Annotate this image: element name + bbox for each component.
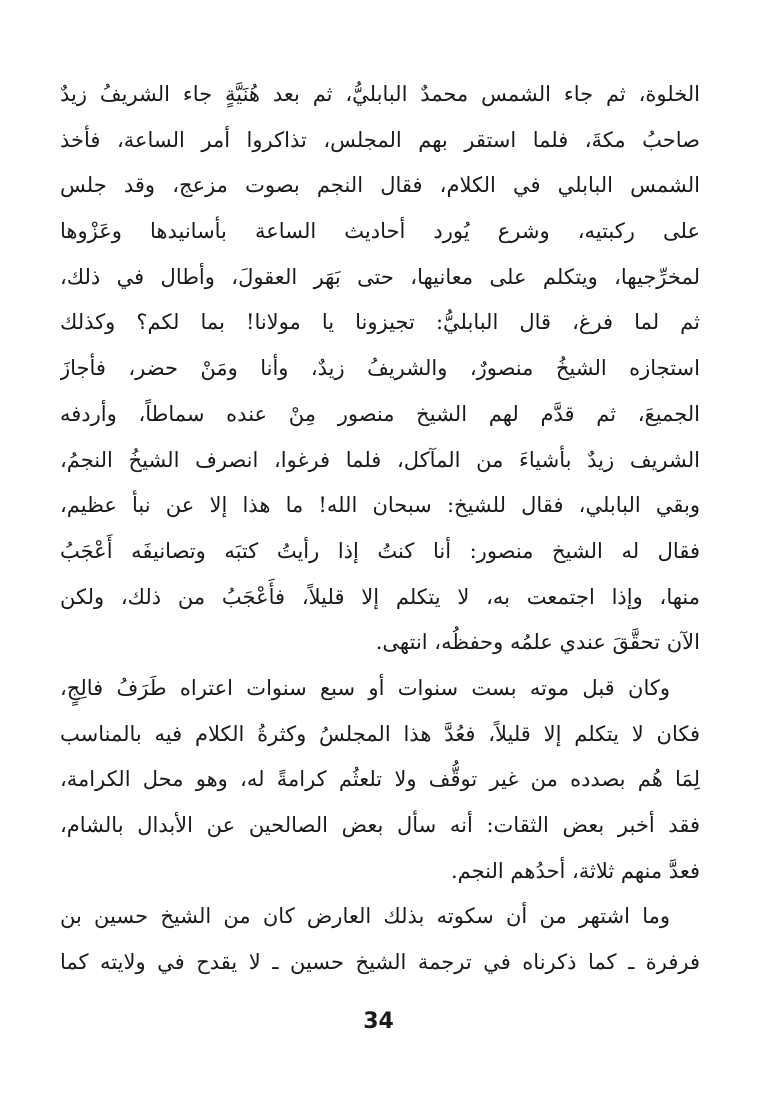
text-line: الخلوة، ثم جاء الشمس محمدٌ البابليُّ، ثم بعد هُنَيَّةٍ جاء الشريفُ زيدٌ: [60, 82, 700, 106]
page-body: [60, 72, 700, 986]
text-line: منها، وإذا اجتمعت به، لا يتكلم إلا قليلاً، فأَعْجَبُ من ذلك، ولكن: [60, 584, 700, 609]
text-line: فعدَّ منهم ثلاثة، أحدُهم النجم.: [450, 858, 700, 883]
paragraph-1: [60, 72, 700, 666]
text-line: الشمس البابلي في الكلام، فقال النجم بصوت مزعج، وقد جلس: [60, 173, 700, 198]
text-line: الآن تحقَّقَ عندي علمُه وحفظُه، انتهى.: [375, 630, 700, 655]
paragraph-3: [60, 894, 700, 985]
text-line: الجميعَ، ثم قدَّم لهم الشيخ منصور مِنْ عنده سماطاً، وأردفه: [60, 401, 700, 426]
text-line: لِمَا هُم بصدده من غير توقُّف ولا تلعثُم كرامةً له، وهو محل الكرامة،: [60, 767, 700, 792]
paragraph-2: [60, 666, 700, 894]
text-line: الشريف زيدٌ بأشياءَ من المآكل، فلما فرغوا، انصرف الشيخُ النجمُ،: [60, 447, 700, 472]
text-line: فقال له الشيخ منصور: أنا كنتُ إذا رأيتُ كتبَه وتصانيفَه أَعْجَبُ: [60, 538, 700, 563]
text-line: وبقي البابلي، فقال للشيخ: سبحان الله! ما هذا إلا عن نبأ عظيم،: [60, 493, 700, 518]
text-line: على ركبتيه، وشرع يُورد أحاديث الساعة بأسانيدها وعَزْوها: [60, 219, 700, 244]
text-line: فقد أخبر بعض الثقات: أنه سأل بعض الصالحين عن الأبدال بالشام،: [60, 813, 700, 837]
text-line: فرفرة ـ كما ذكرناه في ترجمة الشيخ حسين ـ لا يقدح في ولايته كما: [60, 950, 700, 975]
text-line: ثم لما فرغ، قال البابليُّ: تجيزونا يا مولانا! بما لكم؟ وكذلك: [60, 310, 700, 335]
text-line: وما اشتهر من أن سكوته بذلك العارض كان من الشيخ حسين بن: [60, 904, 670, 929]
page-number: 34: [363, 1009, 394, 1034]
text-line: لمخرِّجيها، ويتكلم على معانيها، حتى بَهَر العقولَ، وأطال في ذلك،: [60, 264, 700, 289]
text-line: صاحبُ مكةَ، فلما استقر بهم المجلس، تذاكروا أمر الساعة، فأخذ: [60, 127, 700, 152]
text-line: وكان قبل موته بست سنوات أو سبع سنوات اعتراه طَرَفُ فالِجٍ،: [60, 675, 670, 700]
text-line: فكان لا يتكلم إلا قليلاً، فعُدَّ هذا المجلسُ وكثرةُ الكلام فيه بالمناسب: [60, 721, 700, 746]
text-line: استجازه الشيخُ منصورٌ، والشريفُ زيدٌ، وأنا ومَنْ حضر، فأجازَ: [60, 356, 700, 381]
